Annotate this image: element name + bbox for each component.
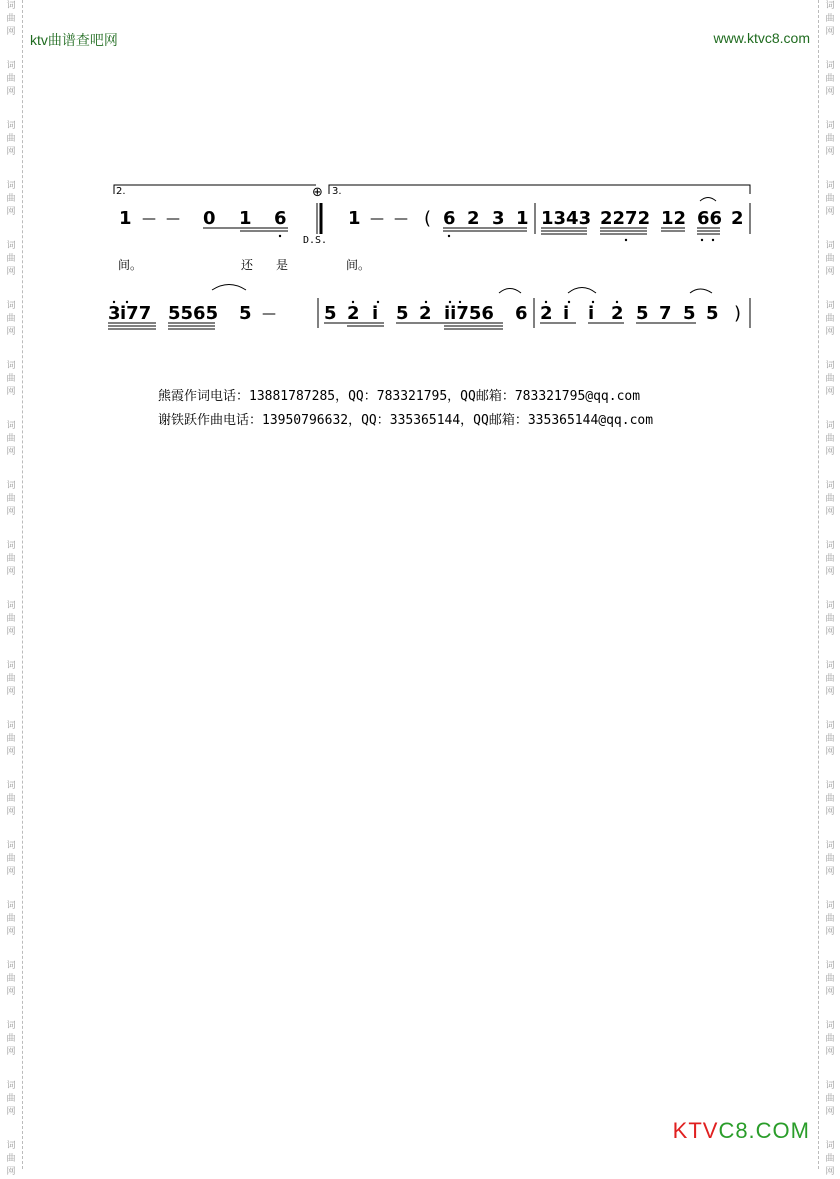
- note-group: 5565: [168, 303, 219, 324]
- watermark-mark: 词 曲 网: [825, 241, 835, 277]
- watermark-mark: 词 曲 网: [6, 841, 16, 877]
- watermark-mark: 词 曲 网: [825, 661, 835, 697]
- octave-dots: [279, 235, 714, 241]
- logo-part-c8: C8.COM: [718, 1118, 810, 1143]
- note: 5: [239, 303, 252, 324]
- watermark-mark: 词 曲 网: [6, 421, 16, 457]
- watermark-mark: 词 曲 网: [6, 1081, 16, 1117]
- watermark-mark: 词 曲 网: [825, 961, 835, 997]
- note-dash: —: [370, 211, 384, 227]
- watermark-mark: 词 曲 网: [6, 541, 16, 577]
- site-name[interactable]: ktv曲谱查吧网: [30, 32, 118, 48]
- music-score: [0, 0, 840, 360]
- lyric: 间。: [118, 258, 143, 272]
- watermark-mark: 词 曲 网: [825, 841, 835, 877]
- note-dash: —: [166, 211, 180, 227]
- logo-part-ktv: KTV: [672, 1118, 719, 1143]
- tie-arc: [700, 198, 716, 202]
- watermark-mark: 词 曲 网: [6, 1, 16, 37]
- volta-bracket-3: [329, 185, 750, 194]
- note: 5: [636, 303, 649, 324]
- watermark-mark: 词 曲 网: [825, 121, 835, 157]
- note: i: [372, 303, 379, 324]
- note: 2: [419, 303, 432, 324]
- note: 2: [540, 303, 553, 324]
- note: 6: [274, 208, 287, 229]
- note: 2: [611, 303, 624, 324]
- note: 1: [348, 208, 361, 229]
- note: 6: [515, 303, 528, 324]
- watermark-mark: 词 曲 网: [6, 601, 16, 637]
- note: 5: [396, 303, 409, 324]
- watermark-mark: 词 曲 网: [6, 961, 16, 997]
- watermark-mark: 词 曲 网: [825, 901, 835, 937]
- note-group: ii756: [444, 303, 494, 324]
- note: 5: [706, 303, 719, 324]
- volta-bracket-2: [114, 185, 316, 194]
- paren-open: (: [424, 208, 432, 229]
- note: 2: [467, 208, 480, 229]
- site-logo: [673, 1118, 810, 1144]
- watermark-mark: 词 曲 网: [825, 1021, 835, 1057]
- watermark-mark: 词 曲 网: [6, 1021, 16, 1057]
- watermark-mark: 词 曲 网: [825, 781, 835, 817]
- watermark-mark: 词 曲 网: [6, 481, 16, 517]
- note-dash: —: [142, 211, 156, 227]
- watermark-mark: 词 曲 网: [825, 481, 835, 517]
- note: 3: [492, 208, 505, 229]
- note: i: [588, 303, 595, 324]
- ds-label: D.S.: [303, 235, 328, 246]
- line2-slurs: [212, 285, 712, 294]
- note-group: 12: [661, 208, 687, 229]
- note: 1: [119, 208, 132, 229]
- note-group: 2272: [600, 208, 651, 229]
- lyric: 是: [276, 258, 289, 272]
- watermark-mark: 词 曲 网: [6, 1141, 16, 1177]
- watermark-mark: 词 曲 网: [6, 181, 16, 217]
- note: 5: [324, 303, 337, 324]
- lyric: 间。: [346, 258, 371, 272]
- volta-label-2: 2.: [116, 186, 126, 197]
- watermark-mark: 词 曲 网: [6, 361, 16, 397]
- watermark-mark: 词 曲 网: [825, 301, 835, 337]
- watermark-mark: 词 曲 网: [6, 301, 16, 337]
- watermark-mark: 词 曲 网: [6, 121, 16, 157]
- watermark-mark: 词 曲 网: [6, 781, 16, 817]
- note: 1: [516, 208, 529, 229]
- note: 3: [108, 303, 121, 324]
- watermark-mark: 词 曲 网: [825, 1081, 835, 1117]
- volta-label-3: 3.: [332, 186, 342, 197]
- watermark-mark: 词 曲 网: [6, 661, 16, 697]
- lyricist-credit: 熊霞作词电话：13881787285，QQ：783321795，QQ邮箱：783321795@qq.com: [158, 389, 641, 404]
- watermark-mark: 词 曲 网: [6, 241, 16, 277]
- paren-close: ): [734, 303, 742, 324]
- watermark-mark: 词 曲 网: [825, 421, 835, 457]
- coda-symbol: ⊕: [312, 185, 323, 200]
- note: 7: [659, 303, 672, 324]
- note: 2: [731, 208, 744, 229]
- note: 1: [239, 208, 252, 229]
- note-group: i77: [120, 303, 152, 324]
- watermark-mark: 词 曲 网: [825, 1141, 835, 1177]
- watermark-mark: 词 曲 网: [6, 721, 16, 757]
- watermark-mark: 词 曲 网: [6, 61, 16, 97]
- watermark-mark: 词 曲 网: [825, 181, 835, 217]
- note-group: 1343: [541, 208, 592, 229]
- note: 5: [683, 303, 696, 324]
- note-dash: —: [394, 211, 408, 227]
- watermark-mark: 词 曲 网: [825, 1, 835, 37]
- watermark-mark: 词 曲 网: [825, 721, 835, 757]
- composer-credit: 谢铁跃作曲电话：13950796632，QQ：335365144，QQ邮箱：335365144@qq.com: [158, 413, 654, 428]
- note: 2: [347, 303, 360, 324]
- site-url[interactable]: www.ktvc8.com: [713, 30, 810, 46]
- watermark-mark: 词 曲 网: [825, 541, 835, 577]
- watermark-mark: 词 曲 网: [6, 901, 16, 937]
- note: 6: [443, 208, 456, 229]
- watermark-mark: 词 曲 网: [825, 361, 835, 397]
- note: i: [563, 303, 570, 324]
- note: 0: [203, 208, 216, 229]
- watermark-mark: 词 曲 网: [825, 61, 835, 97]
- note-group: 66: [697, 208, 723, 229]
- watermark-mark: 词 曲 网: [825, 601, 835, 637]
- note-dash: —: [262, 306, 276, 322]
- lyric: 还: [241, 258, 254, 272]
